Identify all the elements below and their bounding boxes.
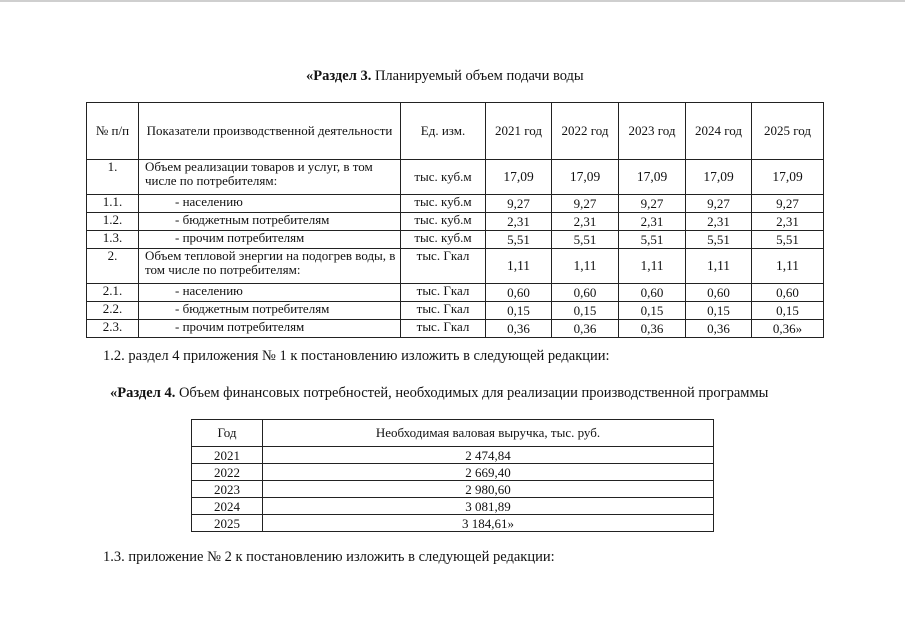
year-cell: 2024: [192, 498, 263, 515]
value-cell: 1,11: [552, 249, 619, 284]
value-cell: 2,31: [619, 213, 686, 231]
value-cell: 0,15: [752, 302, 824, 320]
value-cell: 2,31: [552, 213, 619, 231]
value-cell: 0,36: [552, 320, 619, 338]
value-cell: 1,11: [686, 249, 752, 284]
value-cell: 17,09: [486, 160, 552, 195]
table-row: [87, 231, 824, 249]
value-cell: 5,51: [552, 231, 619, 249]
table-row: [192, 447, 714, 464]
section4-heading-bold: «Раздел 4.: [110, 385, 176, 401]
value-cell: 2,31: [486, 213, 552, 231]
value-cell: 2,31: [752, 213, 824, 231]
table-row: [192, 498, 714, 515]
value-cell: 1,11: [486, 249, 552, 284]
revenue-cell: 2 980,60: [263, 481, 714, 498]
value-cell: 9,27: [619, 195, 686, 213]
section3-heading: [306, 68, 584, 85]
header-cell: № п/п: [87, 103, 139, 160]
value-cell: 0,60: [752, 284, 824, 302]
value-cell: 0,60: [486, 284, 552, 302]
section4-heading-text: Объем финансовых потребностей, необходимых для реализации производственной программы: [175, 385, 769, 401]
table-row: [192, 464, 714, 481]
row-number: 2.2.: [87, 302, 139, 320]
value-cell: 0,60: [619, 284, 686, 302]
value-cell: 0,15: [486, 302, 552, 320]
value-cell: 17,09: [686, 160, 752, 195]
section4-heading: [110, 385, 768, 402]
value-cell: 1,11: [619, 249, 686, 284]
value-cell: 9,27: [552, 195, 619, 213]
section3-heading-bold: «Раздел 3.: [306, 68, 372, 84]
value-cell: 0,15: [686, 302, 752, 320]
value-cell: 5,51: [752, 231, 824, 249]
row-unit: тыс. Гкал: [401, 249, 486, 284]
year-cell: 2023: [192, 481, 263, 498]
value-cell: 9,27: [486, 195, 552, 213]
value-cell: 17,09: [752, 160, 824, 195]
paragraph-1-3: 1.3. приложение № 2 к постановлению изложить в следующей редакции:: [103, 549, 555, 565]
row-number: 1.1.: [87, 195, 139, 213]
row-unit: тыс. куб.м: [401, 195, 486, 213]
revenue-cell: 2 669,40: [263, 464, 714, 481]
year-cell: 2025: [192, 515, 263, 532]
water-supply-table: [86, 102, 824, 338]
revenue-cell: 2 474,84: [263, 447, 714, 464]
table-row: [87, 249, 824, 284]
table-row: [87, 160, 824, 195]
header-cell: 2022 год: [552, 103, 619, 160]
header-cell: 2023 год: [619, 103, 686, 160]
value-cell: 5,51: [619, 231, 686, 249]
value-cell: 17,09: [552, 160, 619, 195]
header-cell: 2025 год: [752, 103, 824, 160]
row-indicator: - населению: [139, 195, 401, 213]
value-cell: 0,60: [686, 284, 752, 302]
row-number: 1.: [87, 160, 139, 195]
value-cell: 17,09: [619, 160, 686, 195]
table-row: [192, 515, 714, 532]
value-cell: 2,31: [686, 213, 752, 231]
table-header-row: [87, 103, 824, 160]
paragraph-1-2: 1.2. раздел 4 приложения № 1 к постановлению изложить в следующей редакции:: [103, 348, 610, 364]
table-row: [87, 302, 824, 320]
row-number: 1.3.: [87, 231, 139, 249]
scan-top-edge: [0, 0, 905, 2]
revenue-cell: 3 081,89: [263, 498, 714, 515]
row-unit: тыс. Гкал: [401, 302, 486, 320]
header-cell: Ед. изм.: [401, 103, 486, 160]
row-number: 2.1.: [87, 284, 139, 302]
value-cell: 9,27: [752, 195, 824, 213]
value-cell: 9,27: [686, 195, 752, 213]
financial-needs-table: [191, 419, 714, 532]
row-unit: тыс. куб.м: [401, 160, 486, 195]
section3-heading-text: Планируемый объем подачи воды: [371, 68, 584, 84]
value-cell: 0,36: [486, 320, 552, 338]
header-cell: 2024 год: [686, 103, 752, 160]
row-unit: тыс. куб.м: [401, 231, 486, 249]
value-cell: 0,36: [619, 320, 686, 338]
value-cell: 0,36: [686, 320, 752, 338]
table-header-row: [192, 420, 714, 447]
row-unit: тыс. Гкал: [401, 284, 486, 302]
value-cell: 5,51: [486, 231, 552, 249]
row-indicator: Объем тепловой энергии на подогрев воды, в том числе по потребителям:: [139, 249, 401, 284]
row-number: 1.2.: [87, 213, 139, 231]
year-cell: 2021: [192, 447, 263, 464]
row-indicator: - населению: [139, 284, 401, 302]
row-number: 2.: [87, 249, 139, 284]
row-indicator: - прочим потребителям: [139, 231, 401, 249]
table-row: [87, 320, 824, 338]
value-cell: 0,60: [552, 284, 619, 302]
value-cell: 0,15: [619, 302, 686, 320]
row-indicator: - прочим потребителям: [139, 320, 401, 338]
row-number: 2.3.: [87, 320, 139, 338]
row-indicator: - бюджетным потребителям: [139, 302, 401, 320]
header-cell: Год: [192, 420, 263, 447]
row-unit: тыс. Гкал: [401, 320, 486, 338]
value-cell: 5,51: [686, 231, 752, 249]
header-cell: Необходимая валовая выручка, тыс. руб.: [263, 420, 714, 447]
revenue-cell: 3 184,61»: [263, 515, 714, 532]
header-cell: 2021 год: [486, 103, 552, 160]
year-cell: 2022: [192, 464, 263, 481]
row-unit: тыс. куб.м: [401, 213, 486, 231]
value-cell: 1,11: [752, 249, 824, 284]
table-row: [87, 213, 824, 231]
value-cell: 0,36»: [752, 320, 824, 338]
header-cell: Показатели производственной деятельности: [139, 103, 401, 160]
table-row: [192, 481, 714, 498]
table-row: [87, 195, 824, 213]
value-cell: 0,15: [552, 302, 619, 320]
row-indicator: Объем реализации товаров и услуг, в том числе по потребителям:: [139, 160, 401, 195]
table-row: [87, 284, 824, 302]
row-indicator: - бюджетным потребителям: [139, 213, 401, 231]
